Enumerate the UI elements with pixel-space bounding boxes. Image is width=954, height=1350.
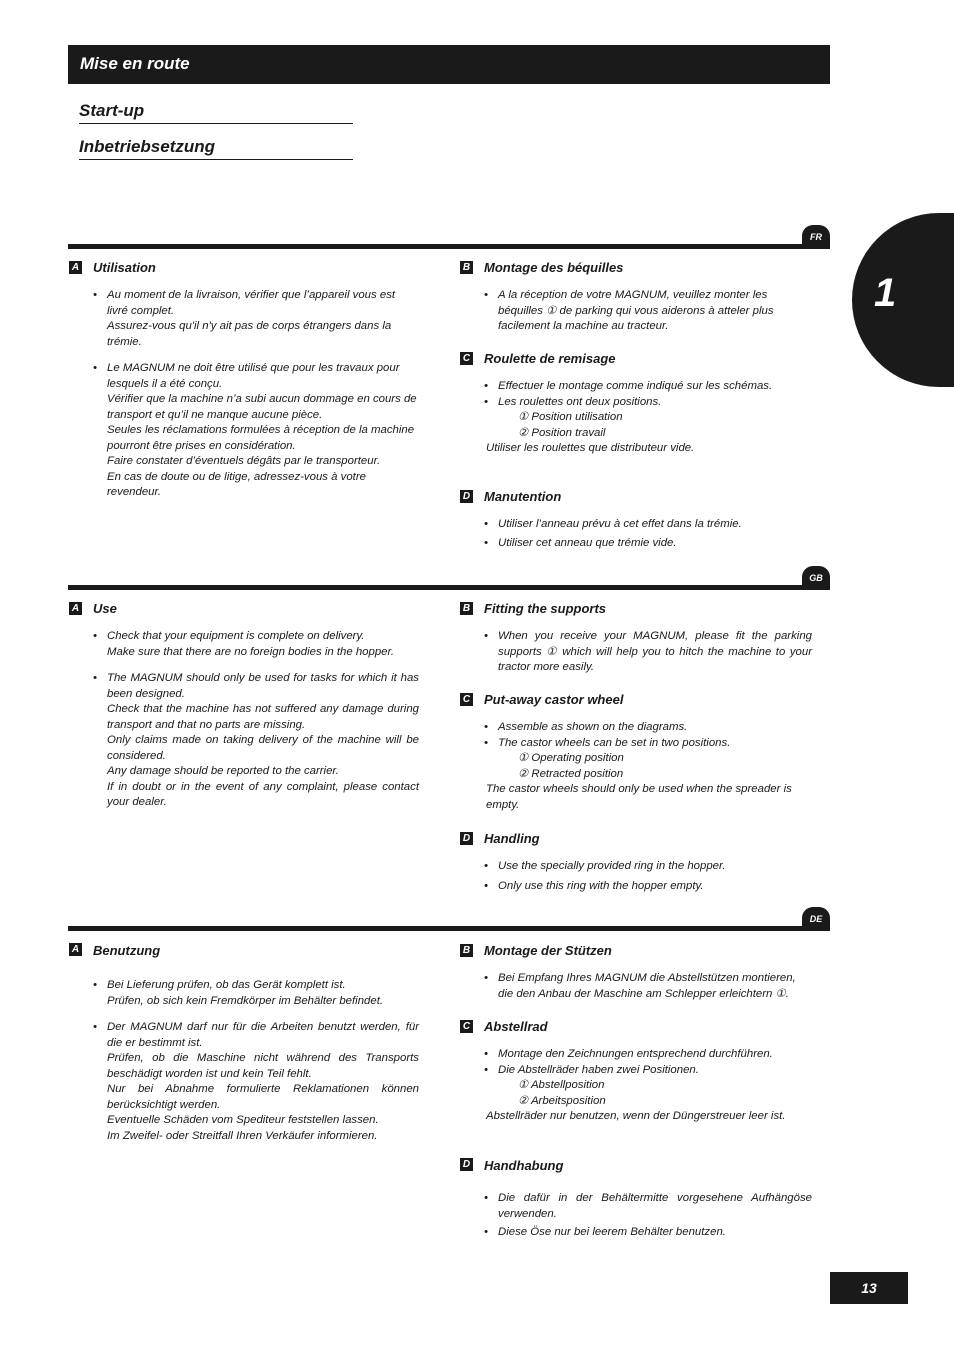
list-item: • When you receive your MAGNUM, please fit the parking supports ① which will help you to hitch the machine to your tractor more easily. bbox=[460, 629, 812, 676]
list-item: • Au moment de la livraison, vérifier que l’appareil vous est livré complet. Assurez-vous qu'il n'y ait pas de corps étrangers dans la trémie. bbox=[69, 288, 419, 350]
section-letter: B bbox=[460, 602, 473, 615]
list-item: • Der MAGNUM darf nur für die Arbeiten benutzt werden, für die er bestimmt ist. Prüfen, ob die Maschine nicht während des Transports beschädigt worden ist und kein Teil fehlt. Nur bei Abnahme formulierte Reklamationen können berücksichtigt werden. Eventuelle Schäden vom Spediteur feststellen lassen. Im Zweifel- oder Streitfall Ihren Verkäufer informieren. bbox=[69, 1020, 419, 1144]
lang-tab-fr: FR bbox=[802, 225, 830, 247]
list-item: • The MAGNUM should only be used for tasks for which it has been designed. Check that the machine has not suffered any damage during transport and that no parts are missing. Only claims made on taking delivery of the machine will be considered. Any damage should be reported to the carrier. If in doubt or in the event of any complaint, please contact your dealer. bbox=[69, 671, 419, 811]
section-letter: A bbox=[69, 602, 82, 615]
position-option: ② Position travail bbox=[518, 426, 606, 439]
list-item: • The castor wheels can be set in two positions. bbox=[460, 736, 810, 752]
list-item: • Use the specially provided ring in the hopper. bbox=[460, 859, 810, 875]
section-letter: D bbox=[460, 832, 473, 845]
position-option: ② Arbeitsposition bbox=[518, 1094, 606, 1107]
de-section-c bbox=[460, 1019, 810, 1125]
section-letter: D bbox=[460, 1158, 473, 1171]
section-letter: C bbox=[460, 1020, 473, 1033]
section-title: Montage der Stützen bbox=[484, 943, 612, 958]
de-section-d bbox=[460, 1157, 812, 1241]
section-title: Handling bbox=[484, 831, 540, 846]
list-item: • Bei Lieferung prüfen, ob das Gerät komplett ist. Prüfen, ob sich kein Fremdkörper im Behälter befindet. bbox=[69, 978, 419, 1009]
gb-section-a bbox=[69, 601, 419, 811]
fr-section-c bbox=[460, 351, 810, 457]
gb-section-d bbox=[460, 831, 810, 894]
section-letter: A bbox=[69, 943, 82, 956]
fr-section-b bbox=[460, 260, 812, 335]
subtitle-german: Inbetriebsetzung bbox=[79, 137, 353, 160]
section-title: Put-away castor wheel bbox=[484, 692, 624, 707]
section-letter: C bbox=[460, 693, 473, 706]
lang-tab-gb: GB bbox=[802, 566, 830, 588]
position-option: ① Position utilisation bbox=[518, 411, 623, 423]
section-letter: C bbox=[460, 352, 473, 365]
list-item: • Diese Öse nur bei leerem Behälter benutzen. bbox=[460, 1225, 812, 1241]
section-letter: B bbox=[460, 944, 473, 957]
list-item: • Montage den Zeichnungen entsprechend durchführen. bbox=[460, 1047, 810, 1063]
chapter-number: 1 bbox=[874, 271, 897, 315]
section-letter: B bbox=[460, 261, 473, 274]
position-option: ② Retracted position bbox=[518, 767, 624, 780]
section-title: Fitting the supports bbox=[484, 601, 607, 616]
list-item: • Utiliser l’anneau prévu à cet effet dans la trémie. bbox=[460, 517, 810, 533]
gb-section-c bbox=[460, 692, 810, 813]
list-item: • Assemble as shown on the diagrams. bbox=[460, 720, 810, 736]
list-item: • Utiliser cet anneau que trémie vide. bbox=[460, 536, 810, 552]
list-item: • Les roulettes ont deux positions. bbox=[460, 395, 810, 411]
position-option: ① Abstellposition bbox=[518, 1079, 605, 1091]
list-item: • Check that your equipment is complete on delivery. Make sure that there are no foreign bodies in the hopper. bbox=[69, 629, 419, 660]
section-title: Montage des béquilles bbox=[484, 260, 624, 275]
page-number: 13 bbox=[830, 1272, 908, 1304]
section-note: Abstellräder nur benutzen, wenn der Düngerstreuer leer ist. bbox=[486, 1110, 786, 1122]
section-title: Abstellrad bbox=[484, 1019, 548, 1034]
list-item: • Die Abstellräder haben zwei Positionen. bbox=[460, 1063, 810, 1079]
de-section-b bbox=[460, 943, 812, 1002]
section-title: Manutention bbox=[484, 489, 562, 504]
section-note: The castor wheels should only be used when the spreader is empty. bbox=[486, 783, 792, 811]
section-rule-gb bbox=[68, 585, 830, 590]
section-rule-fr bbox=[68, 244, 830, 249]
section-letter: A bbox=[69, 261, 82, 274]
list-item: • Effectuer le montage comme indiqué sur les schémas. bbox=[460, 379, 810, 395]
section-note: Utiliser les roulettes que distributeur vide. bbox=[486, 442, 695, 454]
title-bar bbox=[68, 45, 830, 84]
fr-section-a bbox=[69, 260, 419, 501]
list-item: • Only use this ring with the hopper empty. bbox=[460, 879, 810, 895]
gb-section-b bbox=[460, 601, 812, 676]
position-option: ① Operating position bbox=[518, 752, 624, 764]
section-rule-de bbox=[68, 926, 830, 931]
page-title: Mise en route bbox=[80, 54, 190, 73]
section-title: Handhabung bbox=[484, 1158, 564, 1173]
subtitle-english: Start-up bbox=[79, 101, 353, 124]
list-item: • Bei Empfang Ihres MAGNUM die Abstellstützen montieren, die den Anbau der Maschine am Schlepper erleichtern ①. bbox=[460, 971, 812, 1002]
section-title: Use bbox=[93, 601, 117, 616]
lang-tab-de: DE bbox=[802, 907, 830, 929]
section-title: Roulette de remisage bbox=[484, 351, 616, 366]
chapter-tab bbox=[852, 213, 954, 387]
section-title: Benutzung bbox=[93, 943, 161, 958]
list-item: • A la réception de votre MAGNUM, veuillez monter les béquilles ① de parking qui vous aiderons à atteler plus facilement la machine au tracteur. bbox=[460, 288, 812, 335]
section-letter: D bbox=[460, 490, 473, 503]
list-item: • Le MAGNUM ne doit être utilisé que pour les travaux pour lesquels il a été conçu. Vérifier que la machine n’a subi aucun dommage en cours de transport et qu’il ne manque aucune pièce. Seules les réclamations formulées à réception de la machine pourront être prises en considération. Faire constater d’éventuels dégâts par le transporteur. En cas de doute ou de litige, adressez-vous à votre revendeur. bbox=[69, 361, 419, 501]
de-section-a bbox=[69, 942, 419, 1144]
list-item: • Die dafür in der Behältermitte vorgesehene Aufhängöse verwenden. bbox=[460, 1191, 812, 1222]
section-title: Utilisation bbox=[93, 260, 156, 275]
fr-section-d bbox=[460, 489, 810, 551]
